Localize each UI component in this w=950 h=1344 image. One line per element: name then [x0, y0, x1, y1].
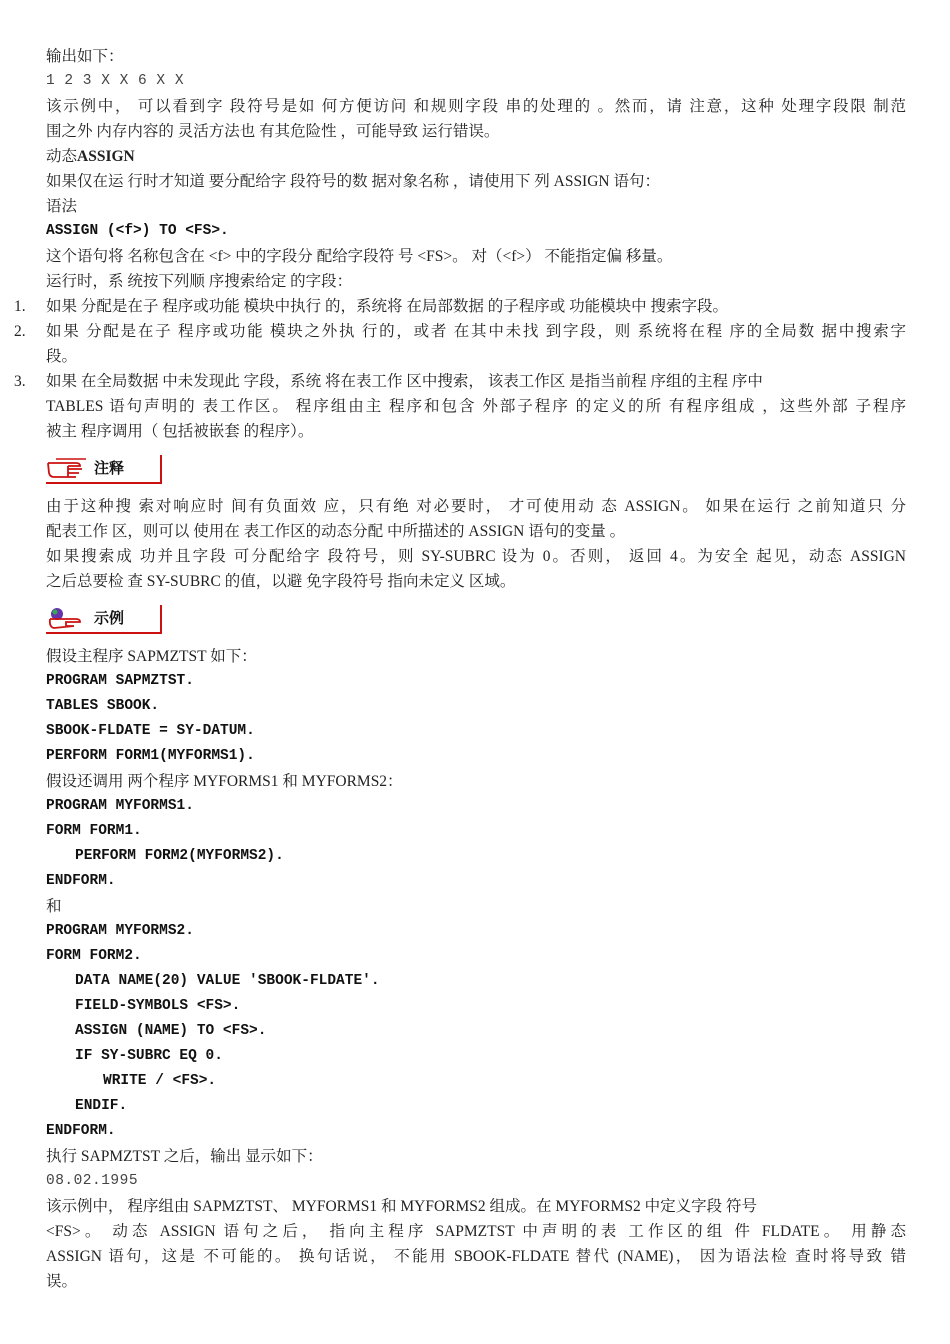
- code-line: TABLES SBOOK.: [46, 698, 160, 714]
- heading-keyword: ASSIGN: [77, 148, 135, 165]
- note-paragraph-1-line-1: 由于这种搜 索对响应时 间有负面效 应，只有绝 对必要时， 才可使用动 态 ASSIGN。 如果在运行 之前知道只 分: [46, 498, 906, 515]
- output-heading: 输出如下：: [46, 48, 124, 65]
- code-line: DATA NAME(20) VALUE 'SBOOK-FLDATE'.: [75, 973, 380, 989]
- code-line: PROGRAM MYFORMS2.: [46, 923, 194, 939]
- example-banner: [46, 594, 906, 644]
- code-line: FORM FORM1.: [46, 823, 142, 839]
- list-number: 3.: [14, 373, 26, 390]
- pointing-hand-icon: [46, 455, 92, 482]
- paragraph-2: 如果仅在运 行时才知道 要分配给字 段符号的数 据对象名称 ，请使用下 列 ASSIGN 语句：: [46, 173, 660, 190]
- heading-prefix: 动态: [46, 148, 78, 165]
- paragraph-4: 运行时，系 统按下列顺 序搜索给定 的字段：: [46, 273, 353, 290]
- note-paragraph-2-line-1: 如果搜索成 功并且字段 可分配给字 段符号，则 SY-SUBRC 设为 0。否则， 返回 4。为安全 起见，动态 ASSIGN: [46, 548, 906, 565]
- code-line: ENDFORM.: [46, 1123, 116, 1139]
- final-paragraph-line-2: <FS>。 动态 ASSIGN 语句之后， 指向主程序 SAPMZTST 中声明的表 工作区的组 件 FLDATE。 用静态: [46, 1223, 906, 1240]
- final-paragraph-line-4: 误。: [46, 1273, 78, 1290]
- syntax-label: 语法: [46, 198, 78, 215]
- list-number: 1.: [14, 298, 26, 315]
- list-item-line: 如果 在全局数据 中未发现此 字段，系统 将在表工作 区中搜索， 该表工作区 是指当前程 序组的主程 序中: [46, 373, 763, 390]
- paragraph-1-line-1: 该示例中， 可以看到字 段符号是如 何方便访问 和规则字段 串的处理的 。然而，请 注意，这种 处理字段限 制范: [46, 98, 906, 115]
- note-banner-box: [46, 455, 162, 484]
- list-item-line: 被主 程序调用（ 包括被嵌套 的程序）。: [46, 423, 314, 440]
- note-paragraph-1-line-2: 配表工作 区，则可以 使用在 表工作区的动态分配 中所描述的 ASSIGN 语句的变量 。: [46, 523, 626, 540]
- list-item: [14, 319, 906, 369]
- note-label: 注释: [94, 459, 125, 477]
- code-line: FIELD-SYMBOLS <FS>.: [75, 998, 241, 1014]
- code-line: PERFORM FORM2(MYFORMS2).: [75, 848, 284, 864]
- list-item-line: 段。: [46, 348, 78, 365]
- code-line: SBOOK-FLDATE = SY-DATUM.: [46, 723, 255, 739]
- execution-text: 执行 SAPMZTST 之后，输出 显示如下：: [46, 1148, 323, 1165]
- code-line: PROGRAM SAPMZTST.: [46, 673, 194, 689]
- paragraph-3: 这个语句将 名称包含在 <f> 中的字段分 配给字段符 号 <FS>。 对（<f>） 不能指定偏 移量。: [46, 248, 673, 265]
- document-page: [14, 44, 906, 1294]
- code-line: FORM FORM2.: [46, 948, 142, 964]
- output-sample-2: 08.02.1995: [46, 1173, 139, 1189]
- note-paragraph-2-line-2: 之后总要检 查 SY-SUBRC 的值，以避 免字段符号 指向未定义 区域。: [46, 573, 516, 590]
- example-label: 示例: [94, 609, 125, 627]
- list-number: 2.: [14, 323, 26, 340]
- code-line: WRITE / <FS>.: [103, 1073, 217, 1089]
- code-line: ENDIF.: [75, 1098, 128, 1114]
- code-line: PERFORM FORM1(MYFORMS1).: [46, 748, 255, 764]
- code-line: PROGRAM MYFORMS1.: [46, 798, 194, 814]
- example-hand-icon: [46, 605, 92, 632]
- example-banner-box: [46, 605, 162, 634]
- example-mid: 假设还调用 两个程序 MYFORMS1 和 MYFORMS2：: [46, 773, 403, 790]
- output-sample-1: 1 2 3 X X 6 X X: [46, 73, 185, 89]
- code-line: ENDFORM.: [46, 873, 116, 889]
- code-line: IF SY-SUBRC EQ 0.: [75, 1048, 223, 1064]
- list-item: [14, 294, 906, 319]
- code-line: ASSIGN (NAME) TO <FS>.: [75, 1023, 267, 1039]
- final-paragraph-line-1: 该示例中， 程序组由 SAPMZTST、 MYFORMS1 和 MYFORMS2 组成。在 MYFORMS2 中定义字段 符号: [46, 1198, 757, 1215]
- example-intro: 假设主程序 SAPMZTST 如下：: [46, 648, 257, 665]
- list-item: [14, 369, 906, 444]
- section-heading-dynamic-assign: [46, 144, 906, 169]
- note-banner: [46, 444, 906, 494]
- list-item-line: 如果 分配是在子 程序或功能 模块中执行 的，系统将 在局部数据 的子程序或 功能模块中 搜索字段。: [46, 298, 729, 315]
- list-item-line: 如果 分配是在子 程序或功能 模块之外执 行的，或者 在其中未找 到字段，则 系统将在程 序的全局数 据中搜索字: [46, 323, 906, 340]
- and-text: 和: [46, 898, 62, 915]
- list-item-line: TABLES 语句声明的 表工作区。 程序组由主 程序和包含 外部子程序 的定义的所 有程序组成 ，这些外部 子程序: [46, 398, 906, 415]
- final-paragraph-line-3: ASSIGN 语句，这是 不可能的。 换句话说， 不能用 SBOOK-FLDATE 替代 (NAME)， 因为语法检 查时将导致 错: [46, 1248, 906, 1265]
- paragraph-1-line-2: 围之外 内存内容的 灵活方法也 有其危险性 ，可能导致 运行错误。: [46, 123, 500, 140]
- code-assign-syntax: ASSIGN (<f>) TO <FS>.: [46, 223, 229, 239]
